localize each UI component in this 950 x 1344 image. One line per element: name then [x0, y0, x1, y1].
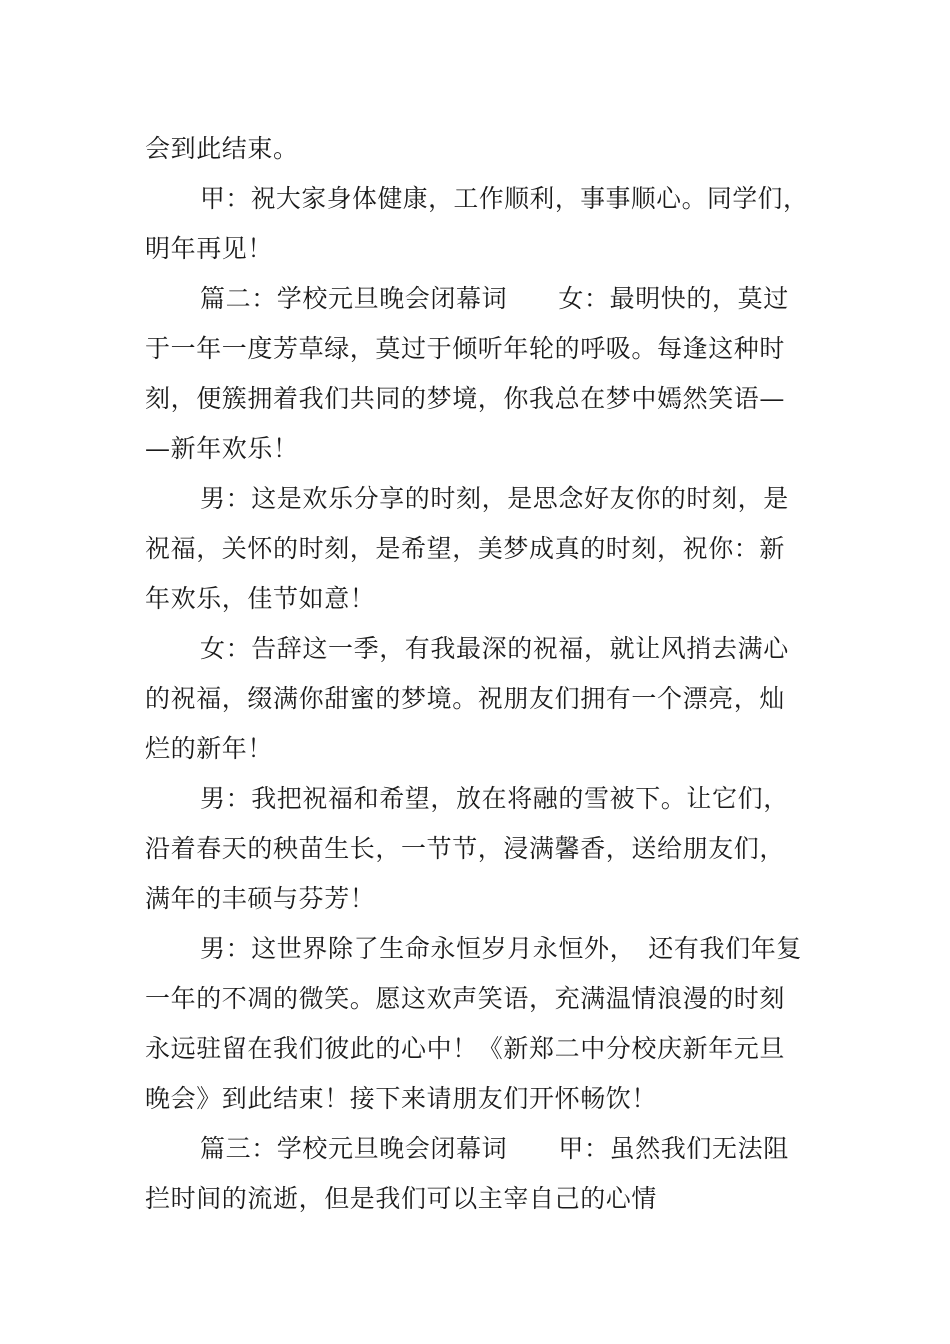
- text-line: —新年欢乐！: [145, 434, 299, 463]
- text-line: 篇三：学校元旦晚会闭幕词 甲：虽然我们无法阻: [200, 1134, 789, 1163]
- text-line: 永远驻留在我们彼此的心中！《新郑二中分校庆新年元旦: [145, 1034, 786, 1063]
- text-line: 甲：祝大家身体健康，工作顺利，事事顺心。同学们，: [200, 184, 809, 213]
- text-line: 篇二：学校元旦晚会闭幕词 女：最明快的，莫过: [200, 284, 789, 313]
- text-line: 男：这世界除了生命永恒岁月永恒外， 还有我们年复: [200, 934, 802, 963]
- text-line: 祝福，关怀的时刻，是希望，美梦成真的时刻，祝你：新: [145, 534, 786, 563]
- text-line: 拦时间的流逝，但是我们可以主宰自己的心情: [145, 1184, 658, 1213]
- text-line: 会到此结束。: [145, 134, 299, 163]
- text-line: 沿着春天的秧苗生长，一节节，浸满馨香，送给朋友们，: [145, 834, 786, 863]
- text-line: 男：我把祝福和希望，放在将融的雪被下。让它们，: [200, 784, 789, 813]
- text-line: 的祝福，缀满你甜蜜的梦境。祝朋友们拥有一个漂亮，灿: [145, 684, 786, 713]
- text-line: 一年的不凋的微笑。愿这欢声笑语，充满温情浪漫的时刻: [145, 984, 786, 1013]
- text-line: 女：告辞这一季，有我最深的祝福，就让风捎去满心: [200, 634, 789, 663]
- text-line: 年欢乐，佳节如意！: [145, 584, 376, 613]
- text-line: 男：这是欢乐分享的时刻，是思念好友你的时刻，是: [200, 484, 789, 513]
- text-line: 晚会》到此结束！接下来请朋友们开怀畅饮！: [145, 1084, 658, 1113]
- text-line: 刻，便簇拥着我们共同的梦境，你我总在梦中嫣然笑语—: [145, 384, 786, 413]
- text-line: 烂的新年！: [145, 734, 274, 763]
- text-line: 满年的丰硕与芬芳！: [145, 884, 376, 913]
- text-line: 于一年一度芳草绿，莫过于倾听年轮的呼吸。每逢这种时: [145, 334, 786, 363]
- text-line: 明年再见！: [145, 234, 274, 263]
